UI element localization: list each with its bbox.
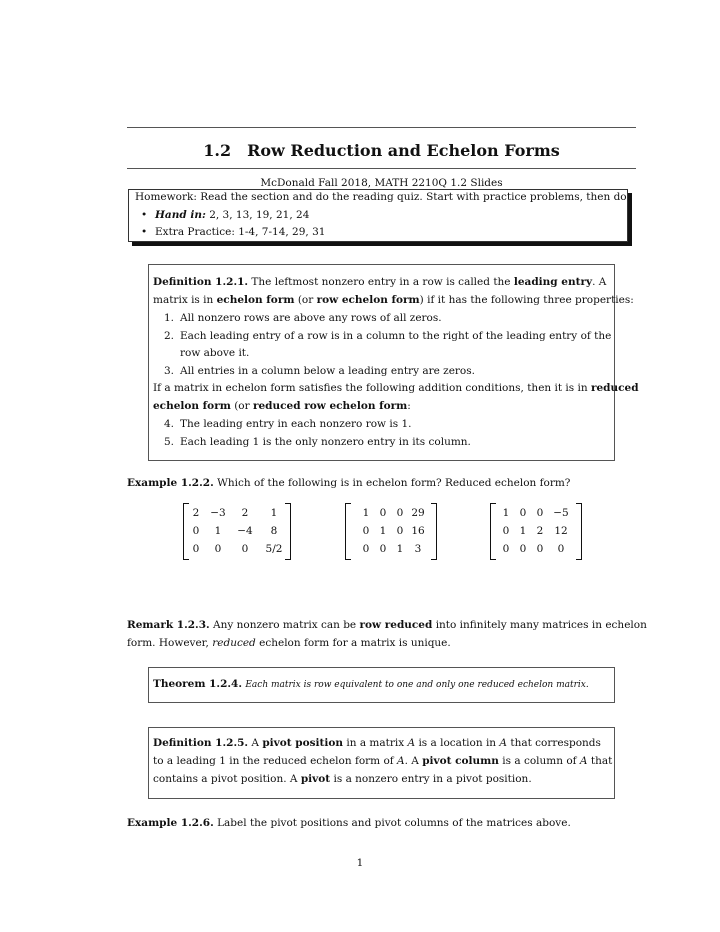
matrix-cell: 8 <box>270 525 278 537</box>
matrix-cell: 1 <box>214 525 222 537</box>
matrix-cell: 29 <box>411 507 425 519</box>
matrix-cell: 1 <box>519 525 527 537</box>
extra-practice: Extra Practice: 1-4, 7-14, 29, 31 <box>155 226 326 238</box>
matrix-cell: 1 <box>379 525 387 537</box>
matrix-cell: 0 <box>502 543 510 555</box>
right-bracket <box>431 503 437 560</box>
matrix-cell: 2 <box>192 507 200 519</box>
def125-line3: contains a pivot position. A pivot is a nonzero entry in a pivot position. <box>153 773 532 785</box>
bullet-icon: • <box>141 226 148 238</box>
remark-1-2-3-line1: Remark 1.2.3. Any nonzero matrix can be row reduced into infinitely many matrices in echelon <box>127 619 647 631</box>
matrix-cell: 0 <box>557 543 565 555</box>
matrix-cell: 0 <box>396 507 404 519</box>
title-rule <box>127 168 636 169</box>
matrix-2 <box>345 503 437 558</box>
def121-line3: If a matrix in echelon form satisfies the following addition conditions, then it is in reduced <box>153 382 639 394</box>
right-bracket <box>576 503 582 560</box>
matrix-cell: 0 <box>536 507 544 519</box>
homework-extra <box>141 226 325 238</box>
matrix-cell: 0 <box>536 543 544 555</box>
left-bracket <box>345 503 351 560</box>
section-number: 1.2 <box>203 141 232 160</box>
matrix-cell: 0 <box>519 543 527 555</box>
matrix-cell: −4 <box>237 525 253 537</box>
definition-1-2-5-box <box>148 727 615 799</box>
def121-line4: echelon form (or reduced row echelon form: <box>153 400 411 412</box>
top-rule <box>127 127 636 128</box>
homework-box <box>128 189 628 242</box>
list-item: 5. Each leading 1 is the only nonzero entry in its column. <box>164 436 471 448</box>
matrix-cell: 0 <box>396 525 404 537</box>
matrix-cell: 0 <box>519 507 527 519</box>
matrix-3 <box>490 503 582 558</box>
matrix-cell: 1 <box>270 507 278 519</box>
example-1-2-6: Example 1.2.6. Label the pivot positions and pivot columns of the matrices above. <box>127 817 571 829</box>
matrix-cell: 0 <box>379 507 387 519</box>
matrix-cell: 0 <box>241 543 249 555</box>
byline: McDonald Fall 2018, MATH 2210Q 1.2 Slides <box>260 177 503 189</box>
matrix-cell: 1 <box>362 507 370 519</box>
theorem-1-2-4: Theorem 1.2.4. Each matrix is row equivalent to one and only one reduced echelon matrix. <box>153 678 589 690</box>
matrix-cell: 5/2 <box>265 543 283 555</box>
list-item: 4. The leading entry in each nonzero row is 1. <box>164 418 412 430</box>
matrix-cell: 16 <box>411 525 425 537</box>
hand-in-label: Hand in: <box>155 209 206 221</box>
definition-1-2-1-box <box>148 264 639 461</box>
matrix-cell: 1 <box>502 507 510 519</box>
page-number: 1 <box>356 857 364 869</box>
matrix-1 <box>183 503 291 558</box>
matrix-cell: 0 <box>214 543 222 555</box>
theorem-1-2-4-box <box>148 667 615 703</box>
list-item: row above it. <box>180 347 250 359</box>
bullet-icon: • <box>141 209 148 221</box>
matrix-cell: 12 <box>554 525 568 537</box>
matrix-cell: 2 <box>241 507 249 519</box>
matrix-cell: −5 <box>553 507 569 519</box>
homework-intro: Homework: Read the section and do the reading quiz. Start with practice problems, then do <box>135 191 627 203</box>
matrix-cell: 0 <box>502 525 510 537</box>
matrix-cell: 3 <box>414 543 422 555</box>
matrix-cell: 2 <box>536 525 544 537</box>
example-1-2-2: Example 1.2.2. Which of the following is in echelon form? Reduced echelon form? <box>127 477 571 489</box>
matrix-cell: −3 <box>210 507 226 519</box>
list-item: 2. Each leading entry of a row is in a column to the right of the leading entry of the <box>164 330 612 342</box>
matrix-cell: 0 <box>362 525 370 537</box>
def125-line1: Definition 1.2.5. A pivot position in a matrix A is a location in A that corresponds <box>153 737 601 749</box>
matrix-cell: 1 <box>396 543 404 555</box>
matrix-cell: 0 <box>192 543 200 555</box>
section-title-text: Row Reduction and Echelon Forms <box>247 141 560 160</box>
remark-1-2-3-line2: form. However, reduced echelon form for a matrix is unique. <box>127 637 451 649</box>
list-item: 1. All nonzero rows are above any rows of all zeros. <box>164 312 442 324</box>
def121-line2: matrix is in echelon form (or row echelon form) if it has the following three properties: <box>153 294 634 306</box>
matrix-cell: 0 <box>362 543 370 555</box>
matrix-cell: 0 <box>192 525 200 537</box>
matrix-cell: 0 <box>379 543 387 555</box>
list-item: 3. All entries in a column below a leading entry are zeros. <box>164 365 475 377</box>
def121-line1: Definition 1.2.1. The leftmost nonzero entry in a row is called the leading entry. A <box>153 276 607 288</box>
homework-hand-in <box>141 209 309 221</box>
hand-in-problems: 2, 3, 13, 19, 21, 24 <box>209 209 310 221</box>
def125-line2: to a leading 1 in the reduced echelon form of A. A pivot column is a column of A that <box>153 755 613 767</box>
section-title <box>127 141 636 160</box>
